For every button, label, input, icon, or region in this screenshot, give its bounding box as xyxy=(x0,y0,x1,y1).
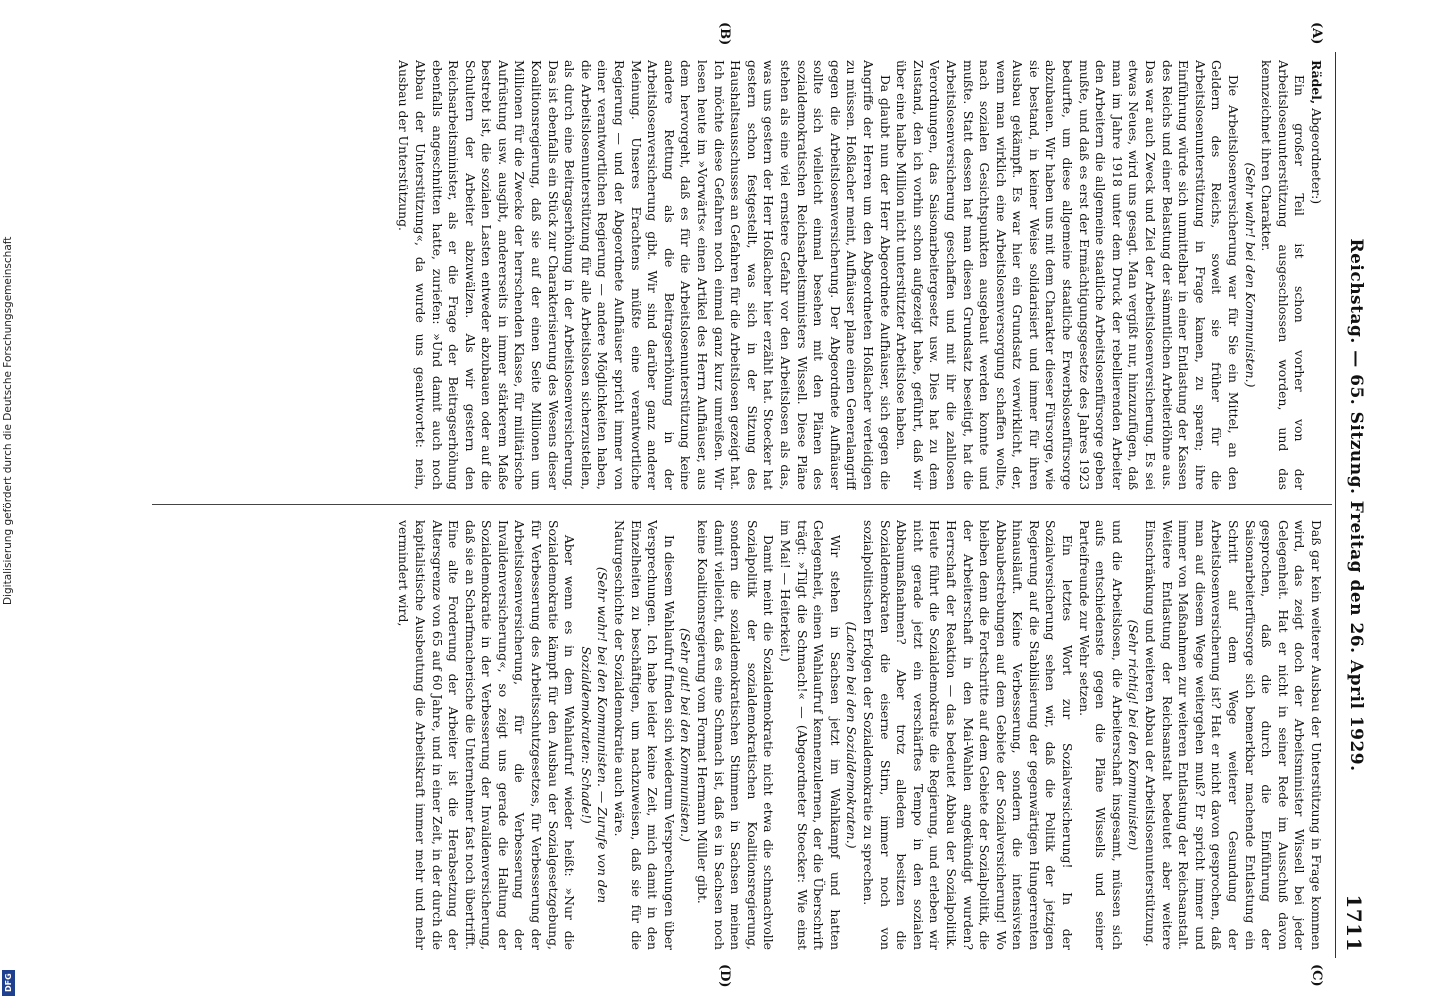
paragraph: Da glaubt nun der Herr Abgeordnete Aufhäuser, sich gegen die Angriffe der Herren um den Abgeordneten Hoßlacher verteidigen zu müssen. Hoßlacher meint, Aufhäuser plane einen Generalangriff gegen die Arbeitslosenversicherung. Der Abgeordnete Aufhäuser sollte sich vielleicht einmal besehen mit den Plänen des sozialdemokratischen Reichsarbeitsministers Wissell. Diese Pläne stehen als eine viel ernstere Gefahr vor den Arbeitslosen als das, was uns gestern der Herr Hoßlacher hier erzählt hat. Stoecker hat gestern schon festgestellt, was sich in der Sitzung des Haushaltsausschusses an Gefahren für die Arbeitslosen gezeigt hat. Ich möchte diese Gefahren noch einmal ganz kurz umreißen. Wir lesen heute im »Vorwärts« einen Artikel des Herrn Aufhäuser, aus dem hervorgeht, daß es für die Arbeitslosenunterstützung keine andere Rettung als die Beitragserhöhung in der Arbeitslosenversicherung gibt. Wir sind darüber ganz anderer Meinung. Unseres Erachtens müßte eine verantwortliche Regierung — und der Abgeordnete Aufhäuser spricht immer von einer verantwortlichen Regierung — andere Möglichkeiten haben, die Arbeitslosenunterstützung für alle Arbeitslosen sicherzustellen, als durch eine Beitragserhöhung in der Arbeitslosenversicherung. Das ist ebenfalls ein Stück zur Charakterisierung des Wesens dieser Koalitionsregierung, daß sie auf der einen Seite Millionen um Millionen für die Zwecke der herrschenden Klasse, für militärische Aufrüstung usw. ausgibt, andererseits in immer stärkerem Maße bestrebt ist, die sozialen Lasten entweder abzubauen oder auf die Schultern der Arbeiter abzuwälzen. Als wir gestern den Reichsarbeitsminister, als er die Frage der Beitragserhöhung ebenfalls angeschnitten hatte, zuriefen: »Und damit auch noch Abbau der Unterstützung«, da wurde uns geantwortet: nein, Ausbau der Unterstützung. xyxy=(396,60,893,490)
running-header xyxy=(1342,52,1366,958)
interjection: (Lachen bei den Sozialdemokraten.) xyxy=(844,621,860,849)
margin-mark-c: (C) xyxy=(1309,964,1324,987)
page-header-title: Reichstag. — 65. Sitzung. Freitag den 26. April 1929. xyxy=(1346,238,1366,772)
margin-mark-a: (A) xyxy=(1309,22,1324,45)
interjection: (Sehr richtig! bei den Kommunisten) xyxy=(1126,619,1142,851)
header-rule xyxy=(1335,52,1336,958)
paragraph: Daß gar kein weiterer Ausbau der Unterstützung in Frage kommen wird, das zeigt doch der Arbeitsminister Wissell bei jeder Gelegenheit. Hat er nicht in seiner Rede im Ausschuß davon gesprochen, daß die durch die Einführung der Saisonarbeiterfürsorge sich bemerkbar machende Entlastung ein Schritt auf dem Wege weiterer Gesundung der Arbeitslosenversicherung ist? Hat er nicht davon gesprochen, daß man auf diesem Wege weitergehen muß? Er spricht immer und immer von Maßnahmen zur weiteren Entlastung der Reichsanstalt. Weitere Entlastung der Reichsanstalt bedeutet aber weitere Einschränkung und weiteren Abbau der Arbeitslosenunterstützung. xyxy=(1143,520,1324,950)
paragraph: Ein großer Teil ist schon vorher von der Arbeitslosenunterstützung ausgeschlossen worden, und das kennzeichnet ihren Charakter. xyxy=(1259,60,1308,490)
left-column xyxy=(149,60,1324,490)
paragraph: Wir stehen in Sachsen jetzt im Wahlkampf und hatten Gelegenheit, einen Wahlaufruf kennenzulernen, der die Überschrift trägt: »Tilgt die Schmach!« — (Abgeordneter Stoecker: Wie einst im Mai! — Heiterkeit.) xyxy=(778,520,843,950)
interjection: (Sehr wahr! bei den Kommunisten.) xyxy=(1242,162,1258,388)
dfg-logo: DFG xyxy=(2,970,15,996)
right-column xyxy=(149,520,1324,950)
page-number: 1711 xyxy=(1342,894,1366,952)
paragraph: Aber wenn es in dem Wahlaufruf wieder heißt: »Nur die Sozialdemokratie kämpft für den Ausbau der Sozialgesetzgebung, für Verbesserung des Arbeitsschutzgesetzes, für Verbesserung der Arbeitslosenversicherung, für die Verbesserung der Invalidenversicherung«, so zeigt uns gerade die Haltung der Sozialdemokratie in der Verbesserung der Invalidenversicherung, daß sie an Scharfmacherische die Unternehmer fast noch übertrifft. Eine alte Forderung der Arbeiter ist die Herabsetzung der Altersgrenze von 65 auf 60 Jahre, und in einer Zeit, in der durch die kapitalistische Ausbeutung die Arbeitskraft immer mehr und mehr vermindert wird, xyxy=(396,520,578,950)
interjection: (Sehr gut! bei den Kommunisten.) xyxy=(678,628,694,842)
speaker-line xyxy=(1307,60,1324,490)
paragraph: Damit meint die Sozialdemokratie nicht etwa die schmachvolle Sozialpolitik der sozialdemokratischen Koalitionsregierung, sondern die sozialdemokratischen Stimmen in Sachsen meinen damit vielleicht, daß es eine Schmach ist, daß es in Sachsen noch keine Koalitionsregierung vom Format Hermann Müller gibt. xyxy=(695,520,777,950)
digitization-note: Digitalisierung gefördert durch die Deutsche Forschungsgemeinschaft xyxy=(2,236,14,605)
column-divider xyxy=(152,504,1332,505)
paragraph: Die Arbeitslosenversicherung war für Sie ein Mittel, an den Geldern des Reichs, soweit sie früher für die Arbeitslosenunterstützung in Frage kamen, zu sparen; ihre Einführung würde sich unmittelbar in einer Entlastung der Kassen des Reichs und einer Belastung der sämmtlichen Arbeiterlöhne aus. Das war auch Zweck und Ziel der Arbeitslosenversicherung. Es sei etwas Neues, wird uns gesagt. Man vergißt nur, hinzuzufügen, daß man im Jahre 1918 unter dem Druck der rebellierenden Arbeiter den Arbeitern die allgemeine staatliche Arbeitslosenfürsorge geben mußte, und daß es erst der Ermächtigungsgesetze des Jahres 1923 bedurfte, um diese allgemeine staatliche Erwerbslosenfürsorge abzubauen. Wir haben uns mit dem Charakter dieser Fürsorge, wie sie bestand, in keiner Weise solidarisiert und immer für ihren Ausbau gekämpft. Es war hier ein Grundsatz verwirklicht, der, wenn man wirklich eine Arbeitslosenversorgung schaffen wollte, nach sozialen Gesichtspunkten ausgebaut werden konnte und mußte. Statt dessen hat man diesen Grundsatz beseitigt, hat die Arbeitslosenversicherung geschaffen und mit ihr die zahllosen Verordnungen, das Saisonarbeitergesetz usw. Dies hat zu dem Zustand, den ich vorhin schon aufgezeigt habe, geführt, daß wir über eine halbe Million nicht unterstützter Arbeitslose haben. xyxy=(894,60,1242,490)
interjection: (Sehr wahr! bei den Kommunisten. — Zurufe von den Sozialdemokraten: Schade!) xyxy=(578,566,611,904)
paragraph: und die Arbeitslosen, die Arbeiterschaft insgesamt, müssen sich aufs entschiedenste gegen die Pläne Wissells und seiner Parteifreunde zur Wehr setzen. xyxy=(1076,520,1125,950)
paragraph: In diesem Wahlaufruf finden sich wiederum Versprechungen über Versprechungen. Ich habe leider keine Zeit, mich damit in den Einzelheiten zu beschäftigen, um nachzuweisen, daß sie für die Naturgeschichte der Sozialdemokratie auch wäre. xyxy=(612,520,677,950)
speaker-name: Rädel, xyxy=(1309,60,1324,105)
margin-mark-b: (B) xyxy=(717,22,732,46)
paragraph: Ein letztes Wort zur Sozialversicherung! In der Sozialversicherung sehen wir, daß die Politik der jetzigen Regierung auf die Stabilisierung der gegenwärtigen Hungerrenten hinausläuft. Keine Verbesserung, sondern die intensivsten Abbaubestrebungen auf dem Gebiete der Sozialversicherung! Wo bleiben denn die Fortschritte auf dem Gebiete der Sozialpolitik, die der Arbeiterschaft in den Mai-Wahlen angekündigt wurden? Herrschaft der Reaktion — das bedeutet Abbau der Sozialpolitik. Heute führt die Sozialdemokratie die Regierung, und erleben wir nicht gerade jetzt ein verschärftes Tempo in den sozialen Abbaumaßnahmen? Aber trotz alledem besitzen die Sozialdemokraten die eiserne Stirn, immer noch von sozialpolitischen Erfolgen der Sozialdemokratie zu sprechen. xyxy=(860,520,1076,950)
scanned-page xyxy=(140,22,1372,988)
margin-mark-d: (D) xyxy=(717,964,732,988)
speaker-role: Abgeordneter:) xyxy=(1309,104,1324,205)
